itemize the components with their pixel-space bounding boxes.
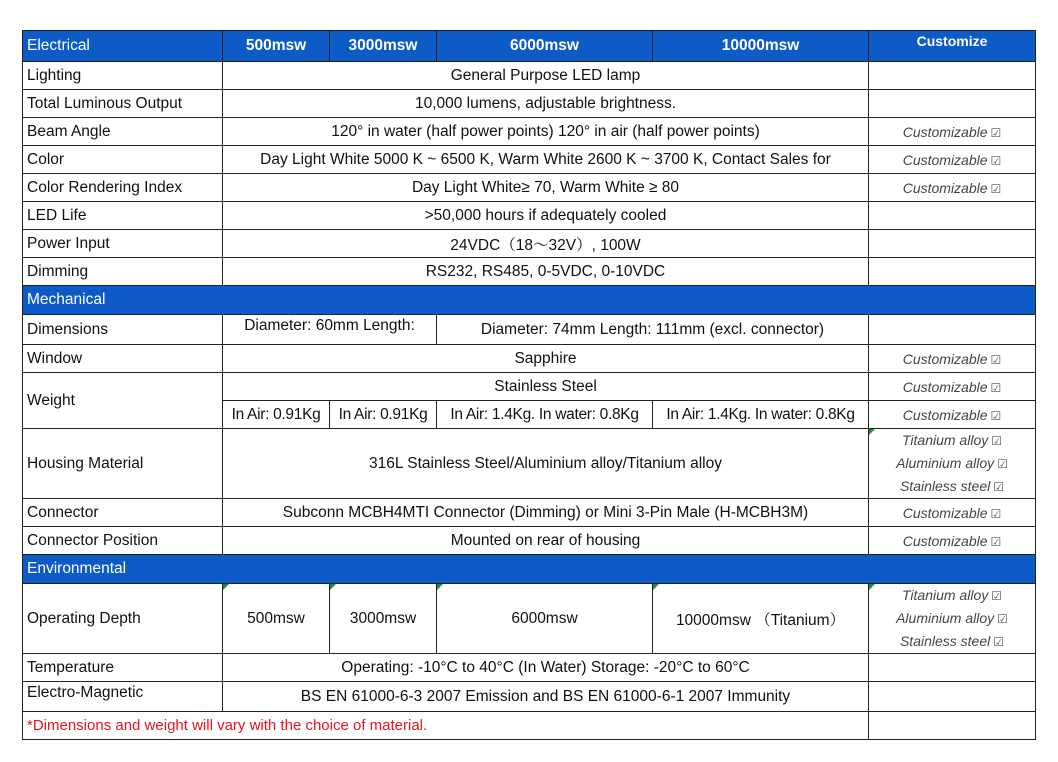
row-label: Weight [23,373,223,429]
row-label: Dimming [23,258,223,286]
customizable-label: Customizable [902,378,988,395]
checkbox-icon: ☑ [990,352,1002,367]
customize-cell [869,345,1036,373]
row-value: Subconn MCBH4MTI Connector (Dimming) or Mini 3-Pin Male (H-MCBH3M) [223,499,869,527]
checkbox-icon: ☑ [991,589,1002,603]
table-row [23,90,1036,118]
row-label: Temperature [23,654,223,682]
checkbox-icon: ☑ [991,434,1002,448]
footnote: *Dimensions and weight will vary with the choice of material. [23,712,869,740]
spec-table [22,30,1036,740]
checkbox-icon: ☑ [997,612,1008,626]
row-label: LED Life [23,202,223,230]
customize-cell [869,258,1036,286]
section-header-electrical [23,31,1036,62]
option-stainless: Stainless steel ☑ [899,633,1005,649]
row-value: >50,000 hours if adequately cooled [223,202,869,230]
table-row [23,499,1036,527]
customize-cell [869,654,1036,682]
customize-cell [869,90,1036,118]
section-title: Environmental [23,555,1036,584]
option-aluminium: Aluminium alloy ☑ [896,455,1008,471]
customize-cell [869,202,1036,230]
row-label: Power Input [23,230,223,258]
customizable-label: Customizable [902,406,988,423]
section-title: Mechanical [23,286,1036,315]
table-row [23,682,1036,712]
row-label: Electro-Magnetic [23,682,223,712]
row-value: RS232, RS485, 0-5VDC, 0-10VDC [223,258,869,286]
customize-cell [869,230,1036,258]
row-value: Day Light White≥ 70, Warm White ≥ 80 [223,174,869,202]
customizable-label: Customizable [902,532,988,549]
row-label: Window [23,345,223,373]
customize-cell [869,62,1036,90]
weight-10000: In Air: 1.4Kg. In water: 0.8Kg [653,401,869,429]
checkbox-icon: ☑ [990,534,1002,549]
customize-cell [869,373,1036,401]
row-value: General Purpose LED lamp [223,62,869,90]
customizable-label: Customizable [902,151,988,168]
customize-cell [869,146,1036,174]
weight-500: In Air: 0.91Kg [223,401,330,429]
row-value: 316L Stainless Steel/Aluminium alloy/Titanium alloy [223,429,869,499]
row-label: Color Rendering Index [23,174,223,202]
customize-cell [869,712,1036,740]
table-row [23,345,1036,373]
table-row [23,202,1036,230]
depth-10000: 10000msw （Titanium） [653,584,869,654]
customize-cell [869,118,1036,146]
row-label: Housing Material [23,429,223,499]
row-label: Total Luminous Output [23,90,223,118]
row-label: Dimensions [23,315,223,345]
table-row [23,712,1036,740]
row-value: Diameter: 60mm Length: [223,315,437,345]
row-value: 120° in water (half power points) 120° in air (half power points) [223,118,869,146]
customize-cell [869,527,1036,555]
table-row [23,174,1036,202]
customizable-label: Customizable [902,123,988,140]
row-label: Color [23,146,223,174]
customize-options [869,429,1036,499]
checkbox-icon: ☑ [990,408,1002,423]
section-header-environmental [23,555,1036,584]
checkbox-icon: ☑ [993,480,1005,494]
depth-6000: 6000msw [437,584,653,654]
checkbox-icon: ☑ [990,153,1002,168]
row-value: 24VDC（18～32V）, 100W [223,230,869,258]
checkbox-icon: ☑ [990,125,1002,140]
customize-cell [869,682,1036,712]
row-value: Operating: -10°C to 40°C (In Water) Storage: -20°C to 60°C [223,654,869,682]
option-titanium: Titanium alloy ☑ [901,587,1002,603]
option-titanium: Titanium alloy ☑ [901,432,1002,448]
table-row [23,584,1036,654]
row-label: Connector Position [23,527,223,555]
weight-3000: In Air: 0.91Kg [330,401,437,429]
customize-options [869,584,1036,654]
col-header-6000: 6000msw [437,31,653,62]
col-header-customize: Customize [869,31,1036,62]
row-label: Connector [23,499,223,527]
customizable-label: Customizable [902,504,988,521]
customize-cell [869,401,1036,429]
table-row [23,62,1036,90]
row-value: Stainless Steel [223,373,869,401]
table-row [23,527,1036,555]
row-value: Day Light White 5000 K ~ 6500 K, Warm White 2600 K ~ 3700 K, Contact Sales for [223,146,869,174]
weight-6000: In Air: 1.4Kg. In water: 0.8Kg [437,401,653,429]
table-row [23,654,1036,682]
checkbox-icon: ☑ [990,380,1002,395]
depth-500: 500msw [223,584,330,654]
section-title: Electrical [23,31,223,62]
customizable-label: Customizable [902,350,988,367]
row-value: Mounted on rear of housing [223,527,869,555]
table-row [23,373,1036,401]
table-row [23,146,1036,174]
table-row [23,118,1036,146]
checkbox-icon: ☑ [990,181,1002,196]
row-value: 10,000 lumens, adjustable brightness. [223,90,869,118]
col-header-10000: 10000msw [653,31,869,62]
table-row [23,315,1036,345]
row-label: Lighting [23,62,223,90]
col-header-500: 500msw [223,31,330,62]
table-row [23,230,1036,258]
row-value: BS EN 61000-6-3 2007 Emission and BS EN 61000-6-1 2007 Immunity [223,682,869,712]
customize-cell [869,315,1036,345]
depth-3000: 3000msw [330,584,437,654]
table-row [23,258,1036,286]
checkbox-icon: ☑ [997,457,1008,471]
checkbox-icon: ☑ [993,635,1005,649]
row-value: Sapphire [223,345,869,373]
customize-cell [869,499,1036,527]
row-label: Operating Depth [23,584,223,654]
checkbox-icon: ☑ [990,506,1002,521]
col-header-3000: 3000msw [330,31,437,62]
option-stainless: Stainless steel ☑ [899,478,1005,494]
option-aluminium: Aluminium alloy ☑ [896,610,1008,626]
table-row [23,429,1036,499]
customizable-label: Customizable [902,179,988,196]
customize-cell [869,174,1036,202]
row-label: Beam Angle [23,118,223,146]
section-header-mechanical [23,286,1036,315]
row-value: Diameter: 74mm Length: 111mm (excl. connector) [437,315,869,345]
